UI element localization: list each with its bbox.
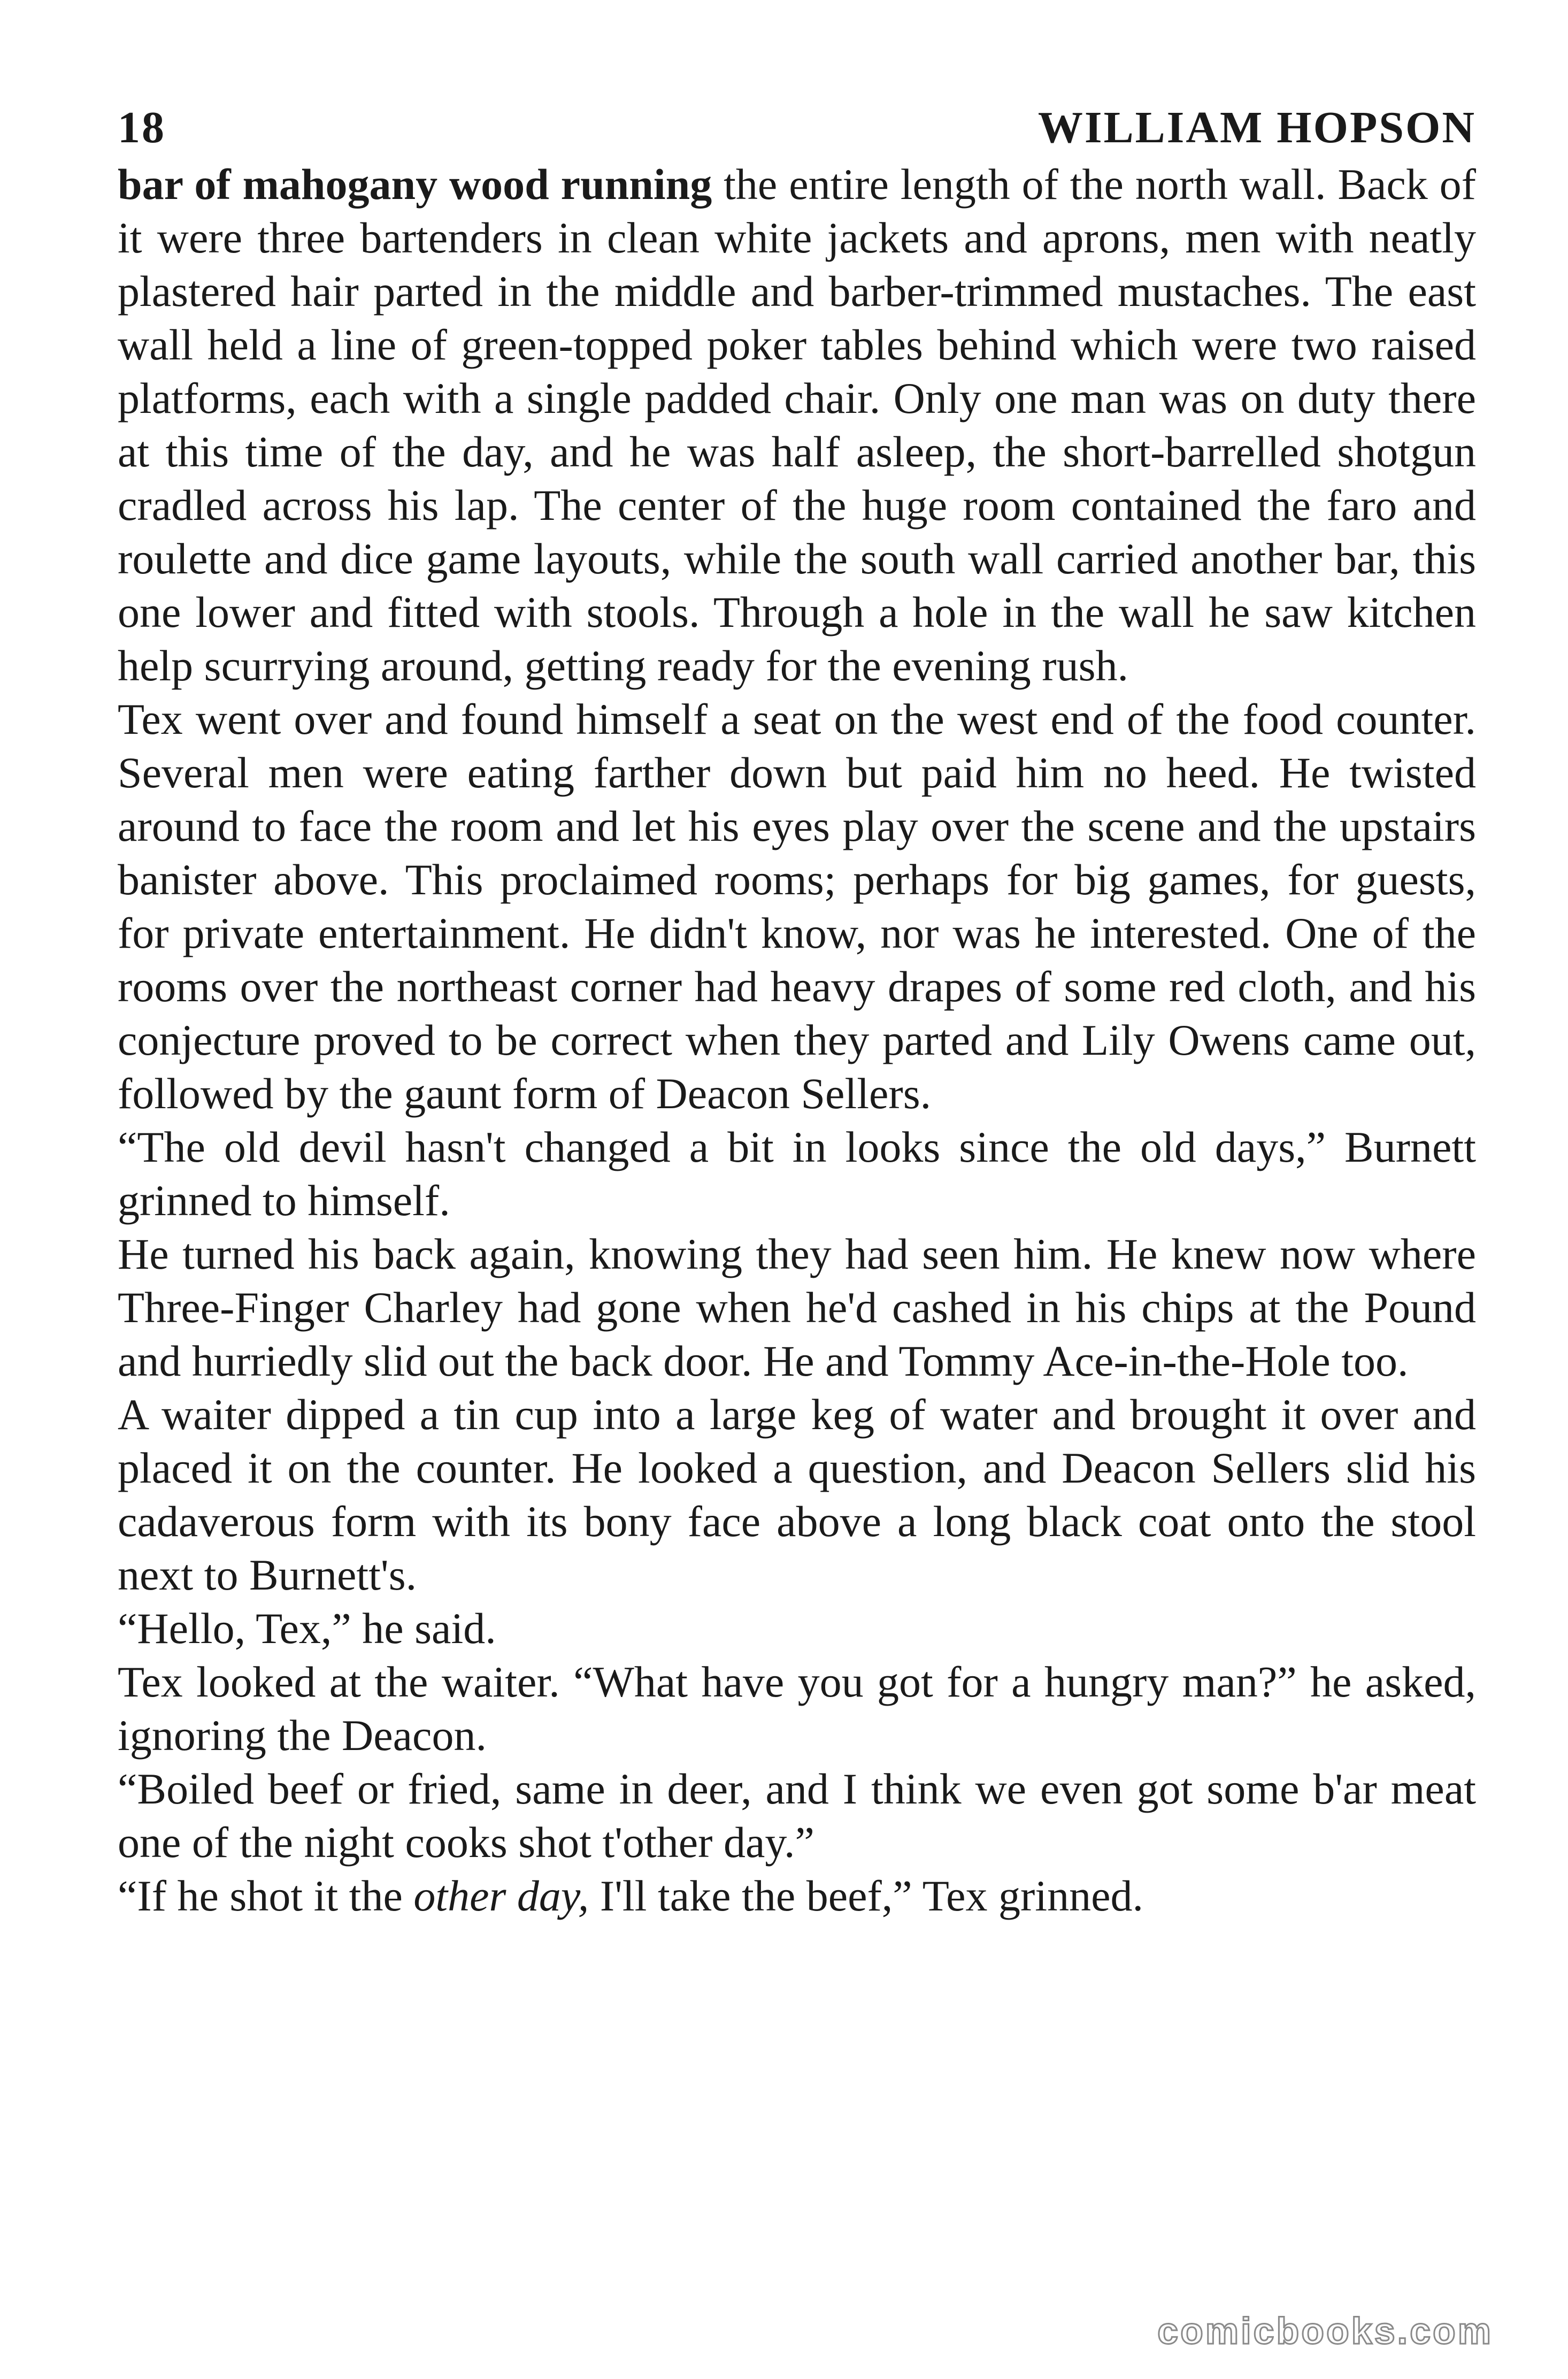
paragraph-text: I'll take the beef,” Tex grinned. <box>589 1871 1143 1920</box>
paragraph-9 <box>118 1869 1476 1923</box>
paragraph-8: “Boiled beef or fried, same in deer, and I think we even got some b'ar meat one of the night cooks shot t'other day.” <box>118 1764 1476 1867</box>
book-page <box>118 102 1476 1923</box>
watermark-text: comicbooks.com <box>1157 2310 1493 2352</box>
paragraph-7: Tex looked at the waiter. “What have you got for a hungry man?” he asked, ignoring the Deacon. <box>118 1657 1476 1760</box>
paragraph-3: “The old devil hasn't changed a bit in looks since the old days,” Burnett grinned to himself. <box>118 1123 1476 1225</box>
paragraph-text: “If he shot it the <box>118 1871 414 1920</box>
page-header <box>118 102 1476 154</box>
paragraph-lead: bar of mahogany wood running <box>118 160 712 209</box>
paragraph-1 <box>118 158 1476 693</box>
paragraph-5: A waiter dipped a tin cup into a large keg of water and brought it over and placed it on the counter. He looked a question, and Deacon Sellers slid his cadaverous form with its bony face above a long black coat onto the stool next to Burnett's. <box>118 1390 1476 1599</box>
running-title: WILLIAM HOPSON <box>1037 103 1476 152</box>
italic-phrase: other day, <box>413 1871 589 1920</box>
page-number: 18 <box>118 103 166 152</box>
paragraph-6: “Hello, Tex,” he said. <box>118 1604 496 1653</box>
paragraph-text: the entire length of the north wall. Back of it were three bartenders in clean white jackets and aprons, men with neatly plastered hair parted in the middle and barber-trimmed mustaches. The east wall held a line of green-topped poker tables behind which were two raised platforms, each with a single padded chair. Only one man was on duty there at this time of the day, and he was half asleep, the short-barrelled shotgun cradled across his lap. The center of the huge room contained the faro and roulette and dice game layouts, while the south wall carried another bar, this one lower and fitted with stools. Through a hole in the wall he saw kitchen help scurrying around, getting ready for the evening rush. <box>118 160 1476 690</box>
paragraph-4: He turned his back again, knowing they had seen him. He knew now where Three-Finger Charley had gone when he'd cashed in his chips at the Pound and hurriedly slid out the back door. He and Tommy Ace-in-the-Hole too. <box>118 1230 1476 1385</box>
paragraph-2: Tex went over and found himself a seat on the west end of the food counter. Several men were eating farther down but paid him no heed. He twisted around to face the room and let his eyes play over the scene and the upstairs banister above. This proclaimed rooms; perhaps for big games, for guests, for private entertainment. He didn't know, nor was he interested. One of the rooms over the northeast corner had heavy drapes of some red cloth, and his conjecture proved to be correct when they parted and Lily Owens came out, followed by the gaunt form of Deacon Sellers. <box>118 695 1476 1118</box>
